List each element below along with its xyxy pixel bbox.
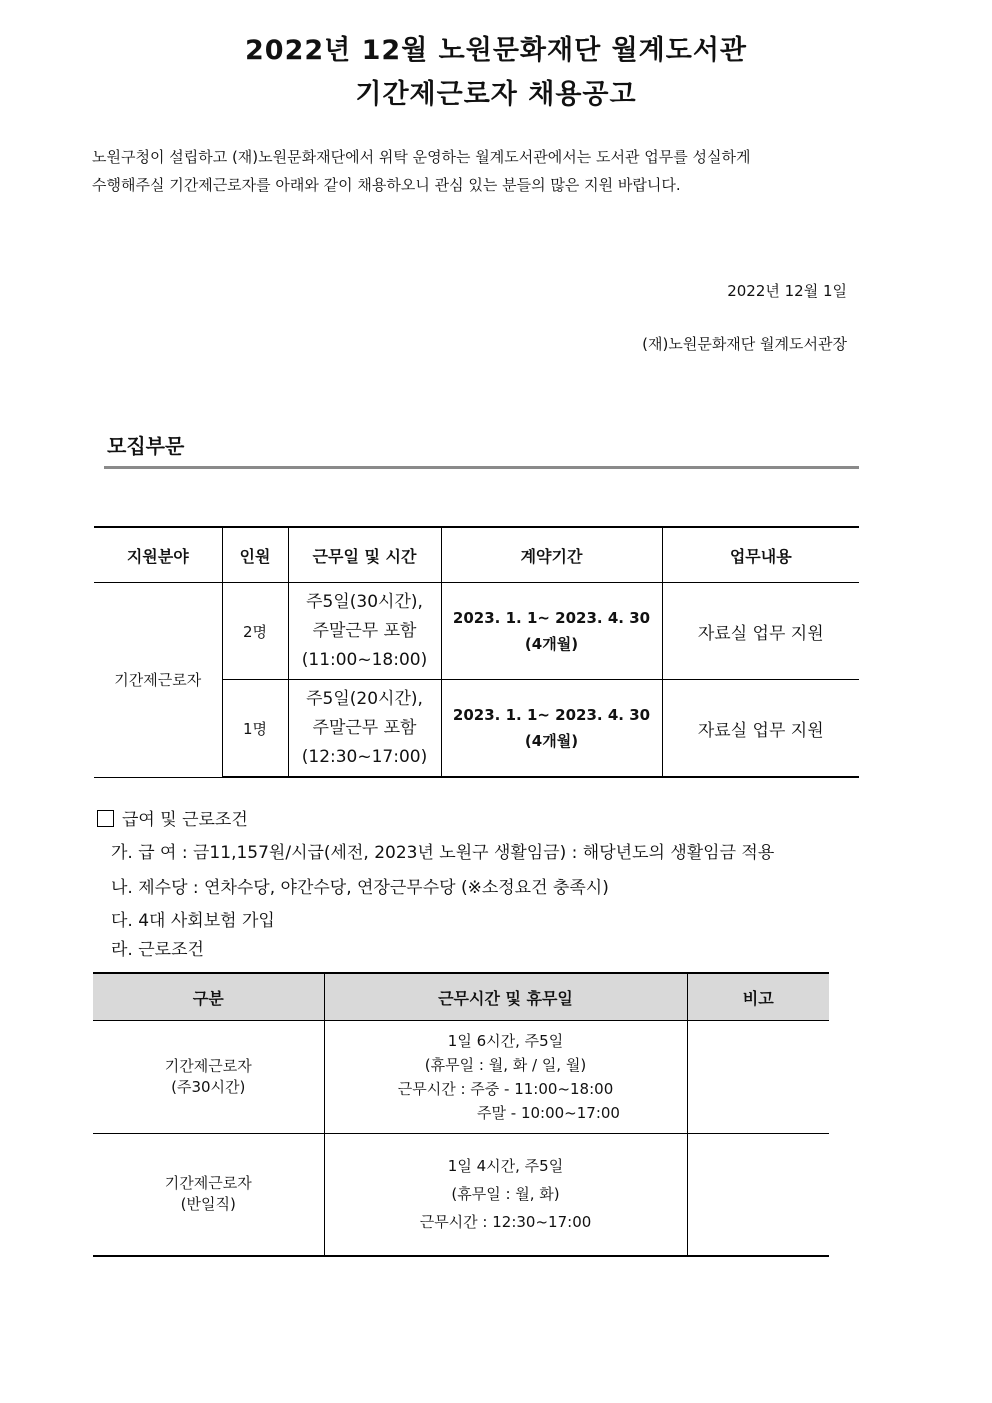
category-line: (반일직) — [180, 1195, 236, 1214]
table-row — [93, 1021, 829, 1134]
conditions-title: 급여 및 근로조건 — [122, 810, 248, 830]
duty-cell: 자료실 업무 지원 — [662, 680, 859, 778]
hours-line: 주말근무 포함 — [312, 717, 417, 738]
intro-paragraph — [92, 143, 872, 199]
section-divider — [104, 466, 859, 469]
header-field: 지원분야 — [94, 527, 222, 583]
section-title-recruit: 모집부문 — [107, 434, 185, 458]
hours-line: (12:30~17:00) — [301, 746, 428, 767]
count-cell: 2명 — [222, 583, 288, 680]
header-note: 비고 — [687, 973, 829, 1021]
recruit-table-header-row — [94, 527, 859, 583]
page-title-line1: 2022년 12월 노원문화재단 월계도서관 — [245, 35, 747, 66]
header-hours: 근무일 및 시간 — [288, 527, 441, 583]
header-duty: 업무내용 — [662, 527, 859, 583]
hours-line: 주말근무 포함 — [312, 620, 417, 641]
condition-item-d: 라. 근로조건 — [111, 940, 204, 960]
period-months: (4개월) — [524, 732, 579, 750]
field-cell: 기간제근로자 — [94, 583, 222, 778]
header-category: 구분 — [93, 973, 324, 1021]
category-line: 기간제근로자 — [164, 1174, 252, 1193]
condition-item-a: 가. 급 여 : 금11,157원/시급(세전, 2023년 노원구 생활임금) : 해당년도의 생활임금 적용 — [111, 843, 775, 863]
note-cell — [687, 1021, 829, 1134]
header-period: 계약기간 — [441, 527, 662, 583]
work-table-header-row — [93, 973, 829, 1021]
category-line: (주30시간) — [171, 1078, 246, 1096]
table-row — [93, 1134, 829, 1256]
period-months: (4개월) — [524, 635, 579, 653]
notice-issuer: (재)노원문화재단 월계도서관장 — [642, 335, 847, 353]
schedule-line-weekend — [325, 1101, 687, 1125]
period-dates: 2023. 1. 1~ 2023. 4. 30 — [452, 609, 651, 627]
hours-line: 주5일(20시간), — [306, 688, 423, 709]
period-cell — [441, 583, 662, 680]
count-cell: 1명 — [222, 680, 288, 778]
header-count: 인원 — [222, 527, 288, 583]
page-title-line2: 기간제근로자 채용공고 — [355, 79, 637, 110]
work-conditions-table — [93, 972, 829, 1257]
intro-line-2: 수행해주실 기간제근로자를 아래와 같이 채용하오니 관심 있는 분들의 많은 지원 바랍니다. — [92, 176, 681, 194]
conditions-heading — [97, 805, 248, 830]
hours-line: 주5일(30시간), — [306, 591, 423, 612]
schedule-line: 1일 6시간, 주5일 — [447, 1032, 564, 1050]
schedule-cell — [324, 1134, 687, 1256]
condition-item-c: 다. 4대 사회보험 가입 — [111, 911, 275, 931]
period-cell — [441, 680, 662, 778]
recruit-table — [94, 526, 859, 778]
hours-cell — [288, 583, 441, 680]
schedule-line: 주말 - 10:00~17:00 — [477, 1104, 620, 1122]
category-line: 기간제근로자 — [164, 1057, 252, 1075]
hours-cell — [288, 680, 441, 778]
schedule-line: (휴무일 : 월, 화 / 일, 월) — [424, 1056, 587, 1074]
schedule-line: 근무시간 : 주중 - 11:00~18:00 — [397, 1080, 614, 1098]
category-cell — [93, 1021, 324, 1134]
schedule-cell — [324, 1021, 687, 1134]
schedule-line: 1일 4시간, 주5일 — [447, 1157, 564, 1176]
condition-item-b: 나. 제수당 : 연차수당, 야간수당, 연장근무수당 (※소정요건 충족시) — [111, 878, 609, 898]
schedule-line: (휴무일 : 월, 화) — [451, 1185, 560, 1204]
schedule-line: 근무시간 : 12:30~17:00 — [419, 1213, 592, 1232]
duty-cell: 자료실 업무 지원 — [662, 583, 859, 680]
notice-date: 2022년 12월 1일 — [727, 282, 847, 300]
checkbox-icon — [97, 810, 114, 827]
period-dates: 2023. 1. 1~ 2023. 4. 30 — [452, 706, 651, 724]
note-cell — [687, 1134, 829, 1256]
table-row — [94, 583, 859, 680]
category-cell — [93, 1134, 324, 1256]
header-schedule: 근무시간 및 휴무일 — [324, 973, 687, 1021]
hours-line: (11:00~18:00) — [301, 649, 428, 670]
intro-line-1: 노원구청이 설립하고 (재)노원문화재단에서 위탁 운영하는 월계도서관에서는 도서관 업무를 성실하게 — [92, 148, 751, 166]
